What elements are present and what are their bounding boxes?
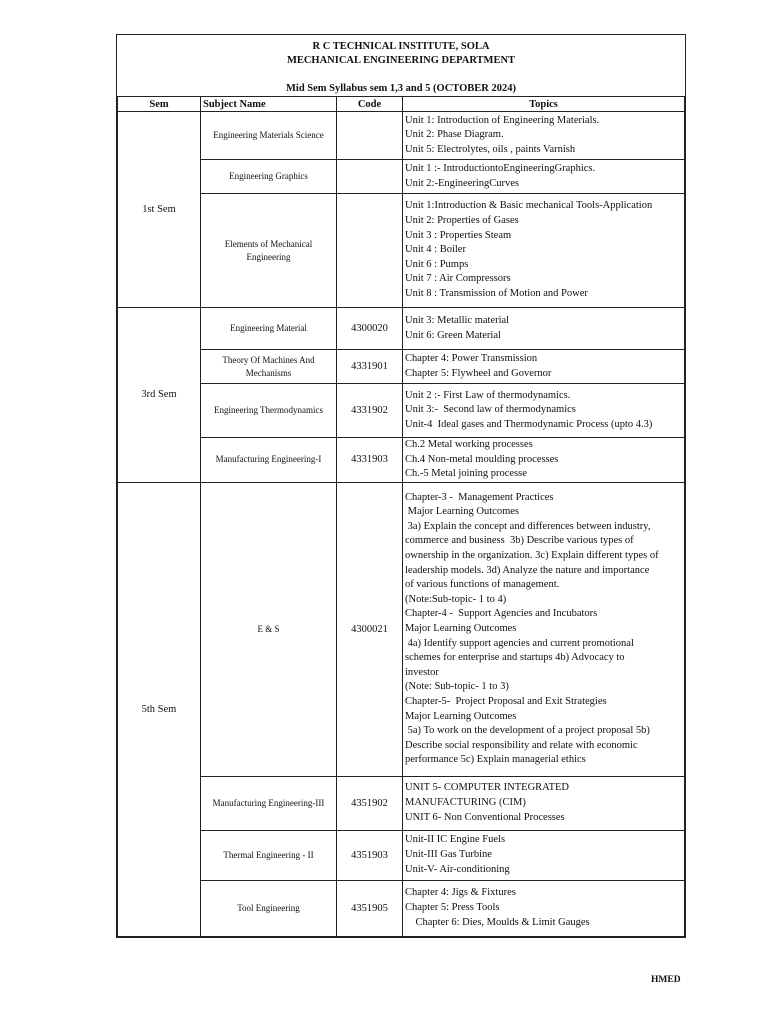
topics-cell [403, 308, 685, 350]
topic-line: Unit-III Gas Turbine [405, 848, 492, 860]
topic-line: Unit 1: Introduction of Engineering Materials. [405, 114, 600, 126]
topics-cell [403, 112, 685, 160]
column-header-code: Code [337, 97, 403, 112]
syllabus-title: Mid Sem Syllabus sem 1,3 and 5 (OCTOBER 2024) [286, 83, 516, 94]
topic-line: Major Learning Outcomes [405, 622, 517, 634]
topic-line: Unit 1:Introduction & Basic mechanical Tools-Application [405, 200, 653, 212]
table-header-row [118, 97, 685, 112]
subject-name: Elements of Mechanical Engineering [201, 194, 337, 308]
document-header [117, 35, 685, 96]
topic-line: Major Learning Outcomes [405, 506, 520, 518]
topic-line: Unit 3: Metallic material [405, 314, 510, 326]
topic-line: UNIT 6- Non Conventional Processes [405, 811, 565, 823]
topic-line: ownership in the organization. 3c) Explain different types of [405, 550, 659, 562]
table-row [118, 482, 685, 776]
table-row [118, 880, 685, 936]
subject-name: Thermal Engineering - II [201, 830, 337, 880]
table-row [118, 776, 685, 830]
subject-code: 4331902 [337, 384, 403, 438]
subject-name: Engineering Thermodynamics [201, 384, 337, 438]
topic-line: Major Learning Outcomes [405, 710, 517, 722]
topics-cell [403, 482, 685, 776]
topic-line: Unit 5: Electrolytes, oils , paints Varnish [405, 143, 576, 155]
topic-line: Chapter 5: Press Tools [405, 901, 500, 913]
topic-line: (Note:Sub-topic- 1 to 4) [405, 593, 507, 605]
topic-line: investor [405, 666, 439, 678]
topic-line: (Note: Sub-topic- 1 to 3) [405, 681, 509, 693]
topic-line: Ch.-5 Metal joining processe [405, 468, 527, 480]
topic-line: of various functions of management. [405, 579, 560, 591]
semester-label: 3rd Sem [118, 308, 201, 483]
subject-name: Tool Engineering [201, 880, 337, 936]
topic-line: Chapter 6: Dies, Moulds & Limit Gauges [405, 916, 590, 928]
table-row [118, 112, 685, 160]
subject-code: 4351902 [337, 776, 403, 830]
topics-cell [403, 350, 685, 384]
topic-line: Unit 1 :- IntroductiontoEngineeringGraphics. [405, 162, 596, 174]
topic-line: Ch.4 Non-metal moulding processes [405, 453, 559, 465]
topic-line: schemes for enterprise and startups 4b) Advocacy to [405, 652, 625, 664]
subject-code: 4351905 [337, 880, 403, 936]
topic-line: Unit 6: Green Material [405, 329, 501, 341]
footer-code: HMED [651, 975, 681, 985]
subject-name: Manufacturing Engineering-III [201, 776, 337, 830]
topic-line: Unit-V- Air-conditioning [405, 863, 510, 875]
topic-line: Unit 2:-EngineeringCurves [405, 177, 520, 189]
topic-line: Chapter 5: Flywheel and Governor [405, 367, 552, 379]
topic-line: leadership models. 3d) Analyze the nature and importance [405, 564, 650, 576]
topics-cell [403, 384, 685, 438]
table-row [118, 308, 685, 350]
subject-code [337, 194, 403, 308]
table-row [118, 438, 685, 483]
subject-name: Manufacturing Engineering-I [201, 438, 337, 483]
topic-line: 3a) Explain the concept and differences between industry, [405, 520, 651, 532]
subject-name: Engineering Material [201, 308, 337, 350]
topic-line: Unit 2 :- First Law of thermodynamics. [405, 389, 571, 401]
table-row [118, 384, 685, 438]
topics-cell [403, 880, 685, 936]
topics-cell [403, 830, 685, 880]
topic-line: commerce and business 3b) Describe various types of [405, 535, 634, 547]
topic-line: Chapter-4 - Support Agencies and Incubators [405, 608, 598, 620]
table-row [118, 194, 685, 308]
topic-line: Chapter 4: Power Transmission [405, 352, 538, 364]
topics-cell [403, 438, 685, 483]
topic-line: 5a) To work on the development of a project proposal 5b) [405, 725, 650, 737]
topic-line: Unit-4 Ideal gases and Thermodynamic Process (upto 4.3) [405, 418, 653, 430]
subject-code: 4351903 [337, 830, 403, 880]
table-row [118, 830, 685, 880]
topic-line: MANUFACTURING (CIM) [405, 796, 526, 808]
topic-line: UNIT 5- COMPUTER INTEGRATED [405, 782, 570, 794]
semester-label: 5th Sem [118, 482, 201, 936]
topic-line: Describe social responsibility and relate with economic [405, 739, 638, 751]
semester-label: 1st Sem [118, 112, 201, 308]
topic-line: Chapter-5- Project Proposal and Exit Strategies [405, 695, 607, 707]
column-header-topics: Topics [403, 97, 685, 112]
subject-name: Engineering Materials Science [201, 112, 337, 160]
topics-cell [403, 160, 685, 194]
topic-line: Unit 3 : Properties Steam [405, 229, 512, 241]
subject-code: 4300020 [337, 308, 403, 350]
topic-line: Unit-II IC Engine Fuels [405, 834, 506, 846]
table-row [118, 350, 685, 384]
topics-cell [403, 194, 685, 308]
topic-line: performance 5c) Explain managerial ethics [405, 754, 586, 766]
topic-line: Unit 6 : Pumps [405, 258, 469, 270]
table-row [118, 160, 685, 194]
column-header-sem: Sem [118, 97, 201, 112]
topic-line: Unit 8 : Transmission of Motion and Power [405, 287, 588, 299]
department-name: MECHANICAL ENGINEERING DEPARTMENT [286, 55, 516, 66]
subject-code [337, 112, 403, 160]
topic-line: Chapter-3 - Management Practices [405, 491, 554, 503]
topic-line: Ch.2 Metal working processes [405, 439, 533, 450]
topic-line: Unit 3:- Second law of thermodynamics [405, 404, 576, 416]
topic-line: Unit 2: Properties of Gases [405, 215, 519, 227]
subject-name: Engineering Graphics [201, 160, 337, 194]
subject-code: 4300021 [337, 482, 403, 776]
subject-code [337, 160, 403, 194]
topics-cell [403, 776, 685, 830]
subject-name: E & S [201, 482, 337, 776]
institute-name: R C TECHNICAL INSTITUTE, SOLA [312, 41, 490, 52]
subject-name: Theory Of Machines And Mechanisms [201, 350, 337, 384]
topic-line: Unit 2: Phase Diagram. [405, 129, 504, 141]
topic-line: Unit 4 : Boiler [405, 244, 466, 256]
topic-line: 4a) Identify support agencies and current promotional [405, 637, 634, 649]
syllabus-document [116, 34, 686, 938]
subject-code: 4331901 [337, 350, 403, 384]
topic-line: Unit 7 : Air Compressors [405, 273, 511, 285]
syllabus-table [117, 96, 685, 937]
table-body [118, 112, 685, 937]
subject-code: 4331903 [337, 438, 403, 483]
column-header-subject: Subject Name [201, 97, 337, 112]
topic-line: Chapter 4: Jigs & Fixtures [405, 887, 516, 899]
